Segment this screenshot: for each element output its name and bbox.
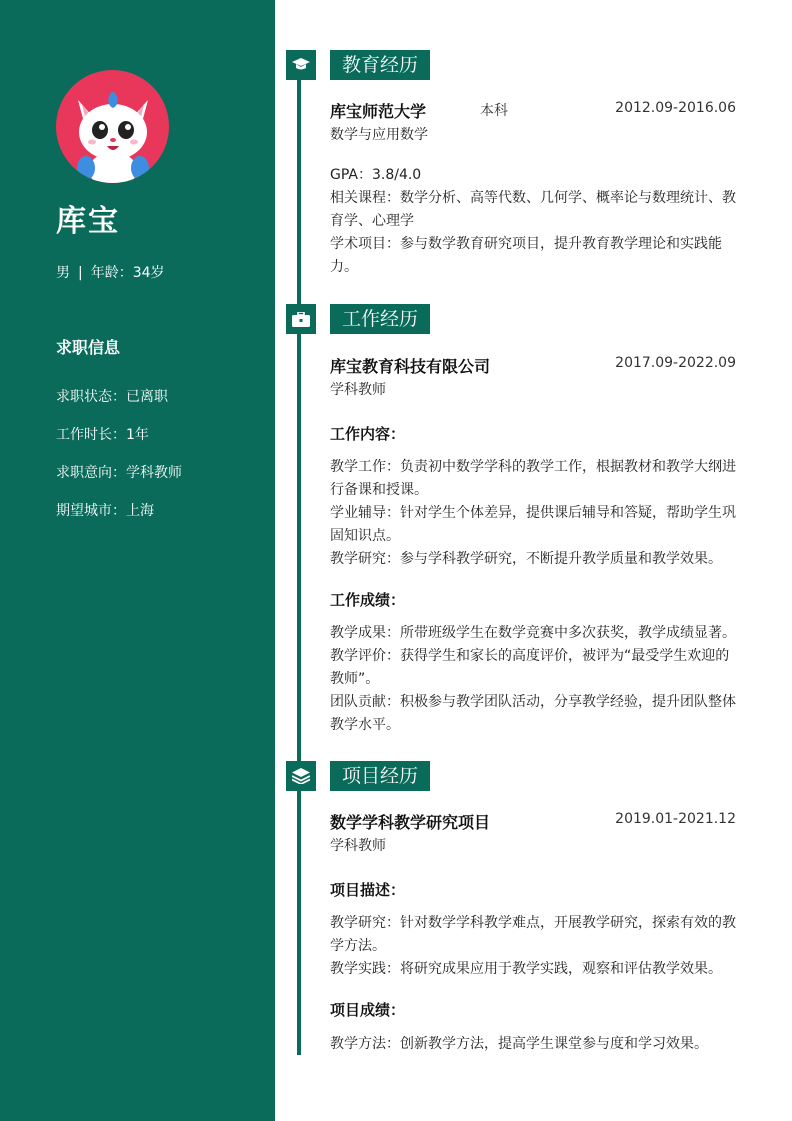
expected-city: 期望城市：上海 — [56, 503, 154, 519]
job-intention: 求职意向：学科教师 — [56, 465, 182, 481]
degree: 本科 — [480, 103, 508, 119]
work-content-line: 教学研究：参与学科教学研究，不断提升教学质量和教学效果。 — [330, 551, 722, 567]
work-results-line: 教师”。 — [330, 671, 380, 687]
briefcase-icon — [286, 304, 316, 334]
project-desc-line: 教学研究：针对数学学科教学难点，开展教学研究，探索有效的教 — [330, 915, 736, 931]
project-desc-line: 教学实践：将研究成果应用于教学实践，观察和评估教学效果。 — [330, 961, 722, 977]
avatar — [56, 70, 169, 183]
work-section-title: 工作经历 — [330, 304, 430, 334]
work-date: 2017.09-2022.09 — [615, 355, 736, 371]
project-name: 数学学科教学研究项目 — [330, 813, 491, 832]
work-content-line: 教学工作：负责初中数学学科的教学工作，根据教材和教学大纲进 — [330, 459, 736, 475]
timeline-line — [297, 50, 301, 1055]
education-line: GPA：3.8/4.0 — [330, 167, 422, 183]
work-results-line: 教学水平。 — [330, 717, 400, 733]
education-line: 育学、心理学 — [330, 213, 414, 229]
work-content-line: 行备课和授课。 — [330, 482, 428, 498]
school-name: 库宝师范大学 — [330, 102, 427, 121]
education-date: 2012.09-2016.06 — [615, 100, 736, 116]
education-line: 学术项目：参与数学教育研究项目，提升教育教学理论和实践能 — [330, 236, 722, 252]
work-results-line: 教学成果：所带班级学生在数学竞赛中多次获奖，教学成绩显著。 — [330, 625, 736, 641]
major: 数学与应用数学 — [330, 127, 428, 143]
candidate-name: 库宝 — [56, 204, 120, 239]
basic-info — [56, 262, 165, 282]
company-name: 库宝教育科技有限公司 — [330, 357, 491, 376]
work-results-line: 教学评价：获得学生和家长的高度评价，被评为“最受学生欢迎的 — [330, 648, 730, 664]
project-results-line: 教学方法：创新教学方法，提高学生课堂参与度和学习效果。 — [330, 1036, 708, 1052]
project-section-title: 项目经历 — [330, 761, 430, 791]
work-content-line: 固知识点。 — [330, 528, 400, 544]
layers-icon — [286, 761, 316, 791]
education-line: 力。 — [330, 259, 358, 275]
education-line: 相关课程：数学分析、高等代数、几何学、概率论与数理统计、教 — [330, 190, 736, 206]
job-status: 求职状态：已离职 — [56, 389, 168, 405]
project-date: 2019.01-2021.12 — [615, 811, 736, 827]
job-info-heading: 求职信息 — [56, 338, 121, 357]
work-role: 学科教师 — [330, 382, 386, 398]
work-content-line: 学业辅导：针对学生个体差异，提供课后辅导和答疑，帮助学生巩 — [330, 505, 736, 521]
work-duration: 工作时长：1年 — [56, 427, 149, 443]
education-section-title: 教育经历 — [330, 50, 430, 80]
work-results-heading: 工作成绩： — [330, 591, 406, 609]
project-results-heading: 项目成绩： — [330, 1001, 406, 1019]
project-desc-heading: 项目描述： — [330, 881, 406, 899]
age: 年龄：34岁 — [90, 265, 165, 281]
work-results-line: 团队贡献：积极参与教学团队活动，分享教学经验，提升团队整体 — [330, 694, 736, 710]
project-role: 学科教师 — [330, 838, 386, 854]
gender: 男 — [56, 265, 70, 281]
info-separator: | — [78, 265, 83, 281]
sidebar — [0, 0, 275, 1121]
graduation-cap-icon — [286, 50, 316, 80]
project-desc-line: 学方法。 — [330, 938, 386, 954]
work-content-heading: 工作内容： — [330, 425, 406, 443]
